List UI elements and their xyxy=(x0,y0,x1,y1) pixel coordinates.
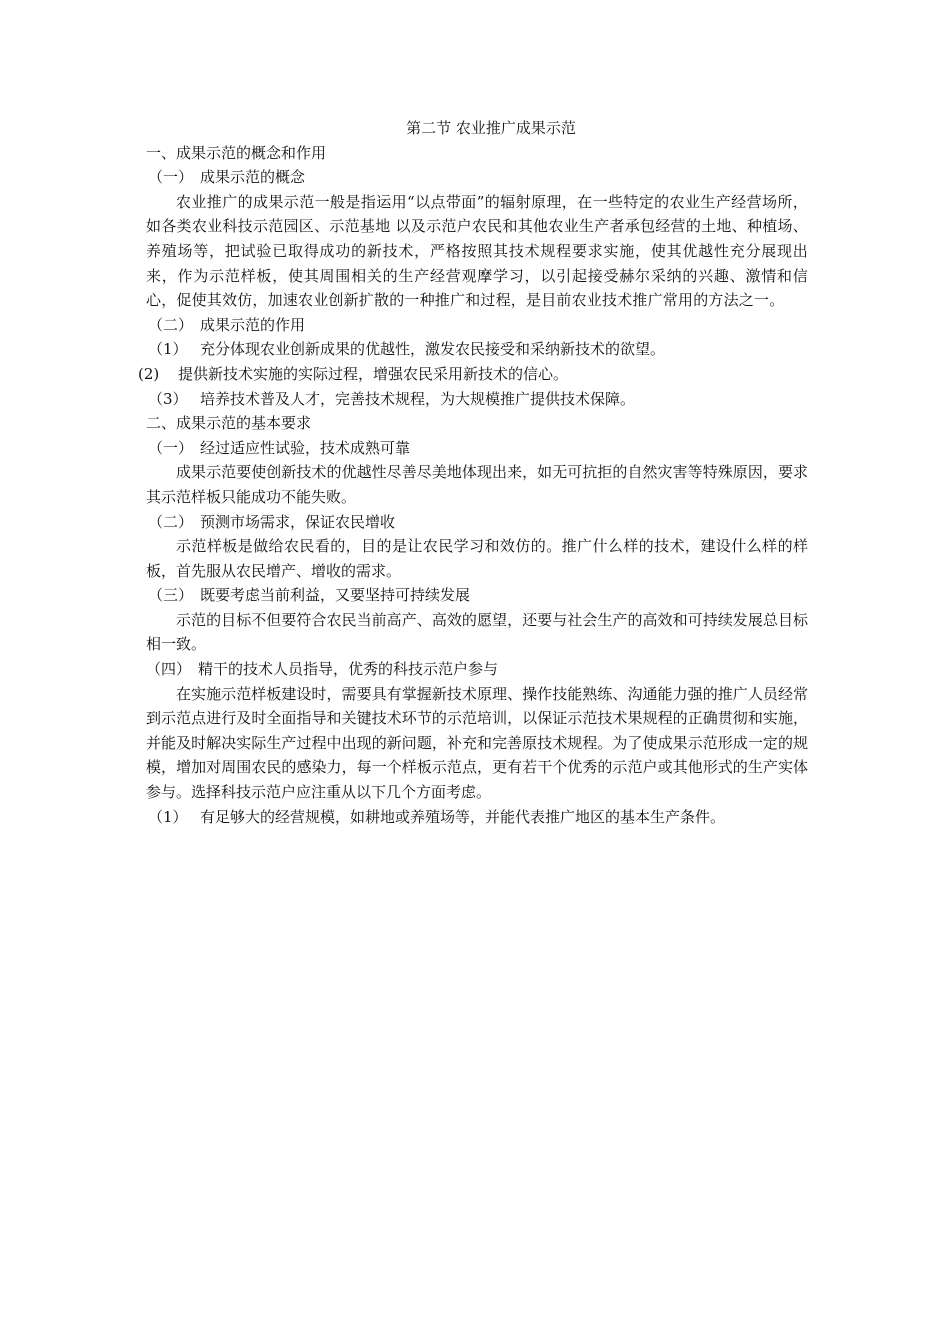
list-item-number: （1） xyxy=(148,807,188,826)
list-item-text: 提供新技术实施的实际过程，增强农民采用新技术的信心。 xyxy=(178,364,569,383)
list-item xyxy=(146,805,808,830)
list-item-text: 充分体现农业创新成果的优越性，激发农民接受和采纳新技术的欲望。 xyxy=(200,340,666,359)
subsection-label: （二） xyxy=(148,512,194,531)
list-item xyxy=(138,362,808,387)
subsection-heading xyxy=(146,583,808,608)
subsection-label: （二） xyxy=(148,315,194,334)
subsection-title: 精干的技术人员指导，优秀的科技示范户参与 xyxy=(198,660,499,679)
list-item xyxy=(146,337,808,362)
paragraph: 成果示范要使创新技术的优越性尽善尽美地体现出来，如无可抗拒的自然灾害等特殊原因，要求其示范样板只能成功不能失败。 xyxy=(146,463,808,506)
subsection-title: 成果示范的作用 xyxy=(200,315,306,334)
subsection-heading xyxy=(146,165,808,190)
subsection-heading xyxy=(146,657,808,682)
paragraph: 示范样板是做给农民看的，目的是让农民学习和效仿的。推广什么样的技术，建设什么样的样板，首先服从农民增产、增收的需求。 xyxy=(146,537,808,580)
list-item-number: (2) xyxy=(138,364,160,383)
paragraph: 在实施示范样板建设时，需要具有掌握新技术原理、操作技能熟练、沟通能力强的推广人员经常到示范点进行及时全面指导和关键技术环节的示范培训，以保证示范技术果规程的正确贯彻和实施，并能及时解决实际生产过程中出现的新问题，补充和完善原技术规程。为了使成果示范形成一定的规模，增加对周围农民的感染力，每一个样板示范点，更有若干个优秀的示范户或其他形式的生产实体参与。选择科技示范户应注重从以下几个方面考虑。 xyxy=(146,684,808,802)
subsection-title: 经过适应性试验，技术成熟可靠 xyxy=(200,438,411,457)
subsection-heading xyxy=(146,313,808,338)
section-heading-2: 二、成果示范的基本要求 xyxy=(146,414,312,433)
list-item-text: 培养技术普及人才，完善技术规程，为大规模推广提供技术保障。 xyxy=(200,389,636,408)
subsection-title: 既要考虑当前利益，又要坚持可持续发展 xyxy=(200,586,471,605)
document-body xyxy=(138,116,808,829)
list-item xyxy=(146,387,808,412)
subsection-label: （一） xyxy=(148,168,194,187)
subsection-title: 预测市场需求，保证农民增收 xyxy=(200,512,396,531)
subsection-heading xyxy=(146,436,808,461)
page-title: 第二节 农业推广成果示范 xyxy=(406,119,576,137)
list-item-number: （1） xyxy=(148,340,188,359)
list-item-text: 有足够大的经营规模，如耕地或养殖场等，并能代表推广地区的基本生产条件。 xyxy=(200,807,726,826)
subsection-label: （三） xyxy=(148,586,194,605)
paragraph: 农业推广的成果示范一般是指运用“以点带面”的辐射原理，在一些特定的农业生产经营场所，如各类农业科技示范园区、示范基地 以及示范户农民和其他农业生产者承包经营的土地、种植场、养殖场等，把试验已取得成功的新技术，严格按照其技术规程要求实施，使其优越性充分展现出来，作为示范样板，使其周围相关的生产经营观摩学习，以引起接受赫尔采纳的兴趣、激情和信心，促使其效仿，加速农业创新扩散的一种推广和过程，是目前农业技术推广常用的方法之一。 xyxy=(146,192,808,310)
subsection-label: （四） xyxy=(146,660,192,679)
subsection-label: （一） xyxy=(148,438,194,457)
paragraph: 示范的目标不但要符合农民当前高产、高效的愿望，还要与社会生产的高效和可持续发展总目标相一致。 xyxy=(146,610,808,654)
subsection-title: 成果示范的概念 xyxy=(200,168,306,187)
list-item-number: （3） xyxy=(148,389,188,408)
subsection-heading xyxy=(146,510,808,535)
section-heading-1: 一、成果示范的概念和作用 xyxy=(146,143,327,162)
